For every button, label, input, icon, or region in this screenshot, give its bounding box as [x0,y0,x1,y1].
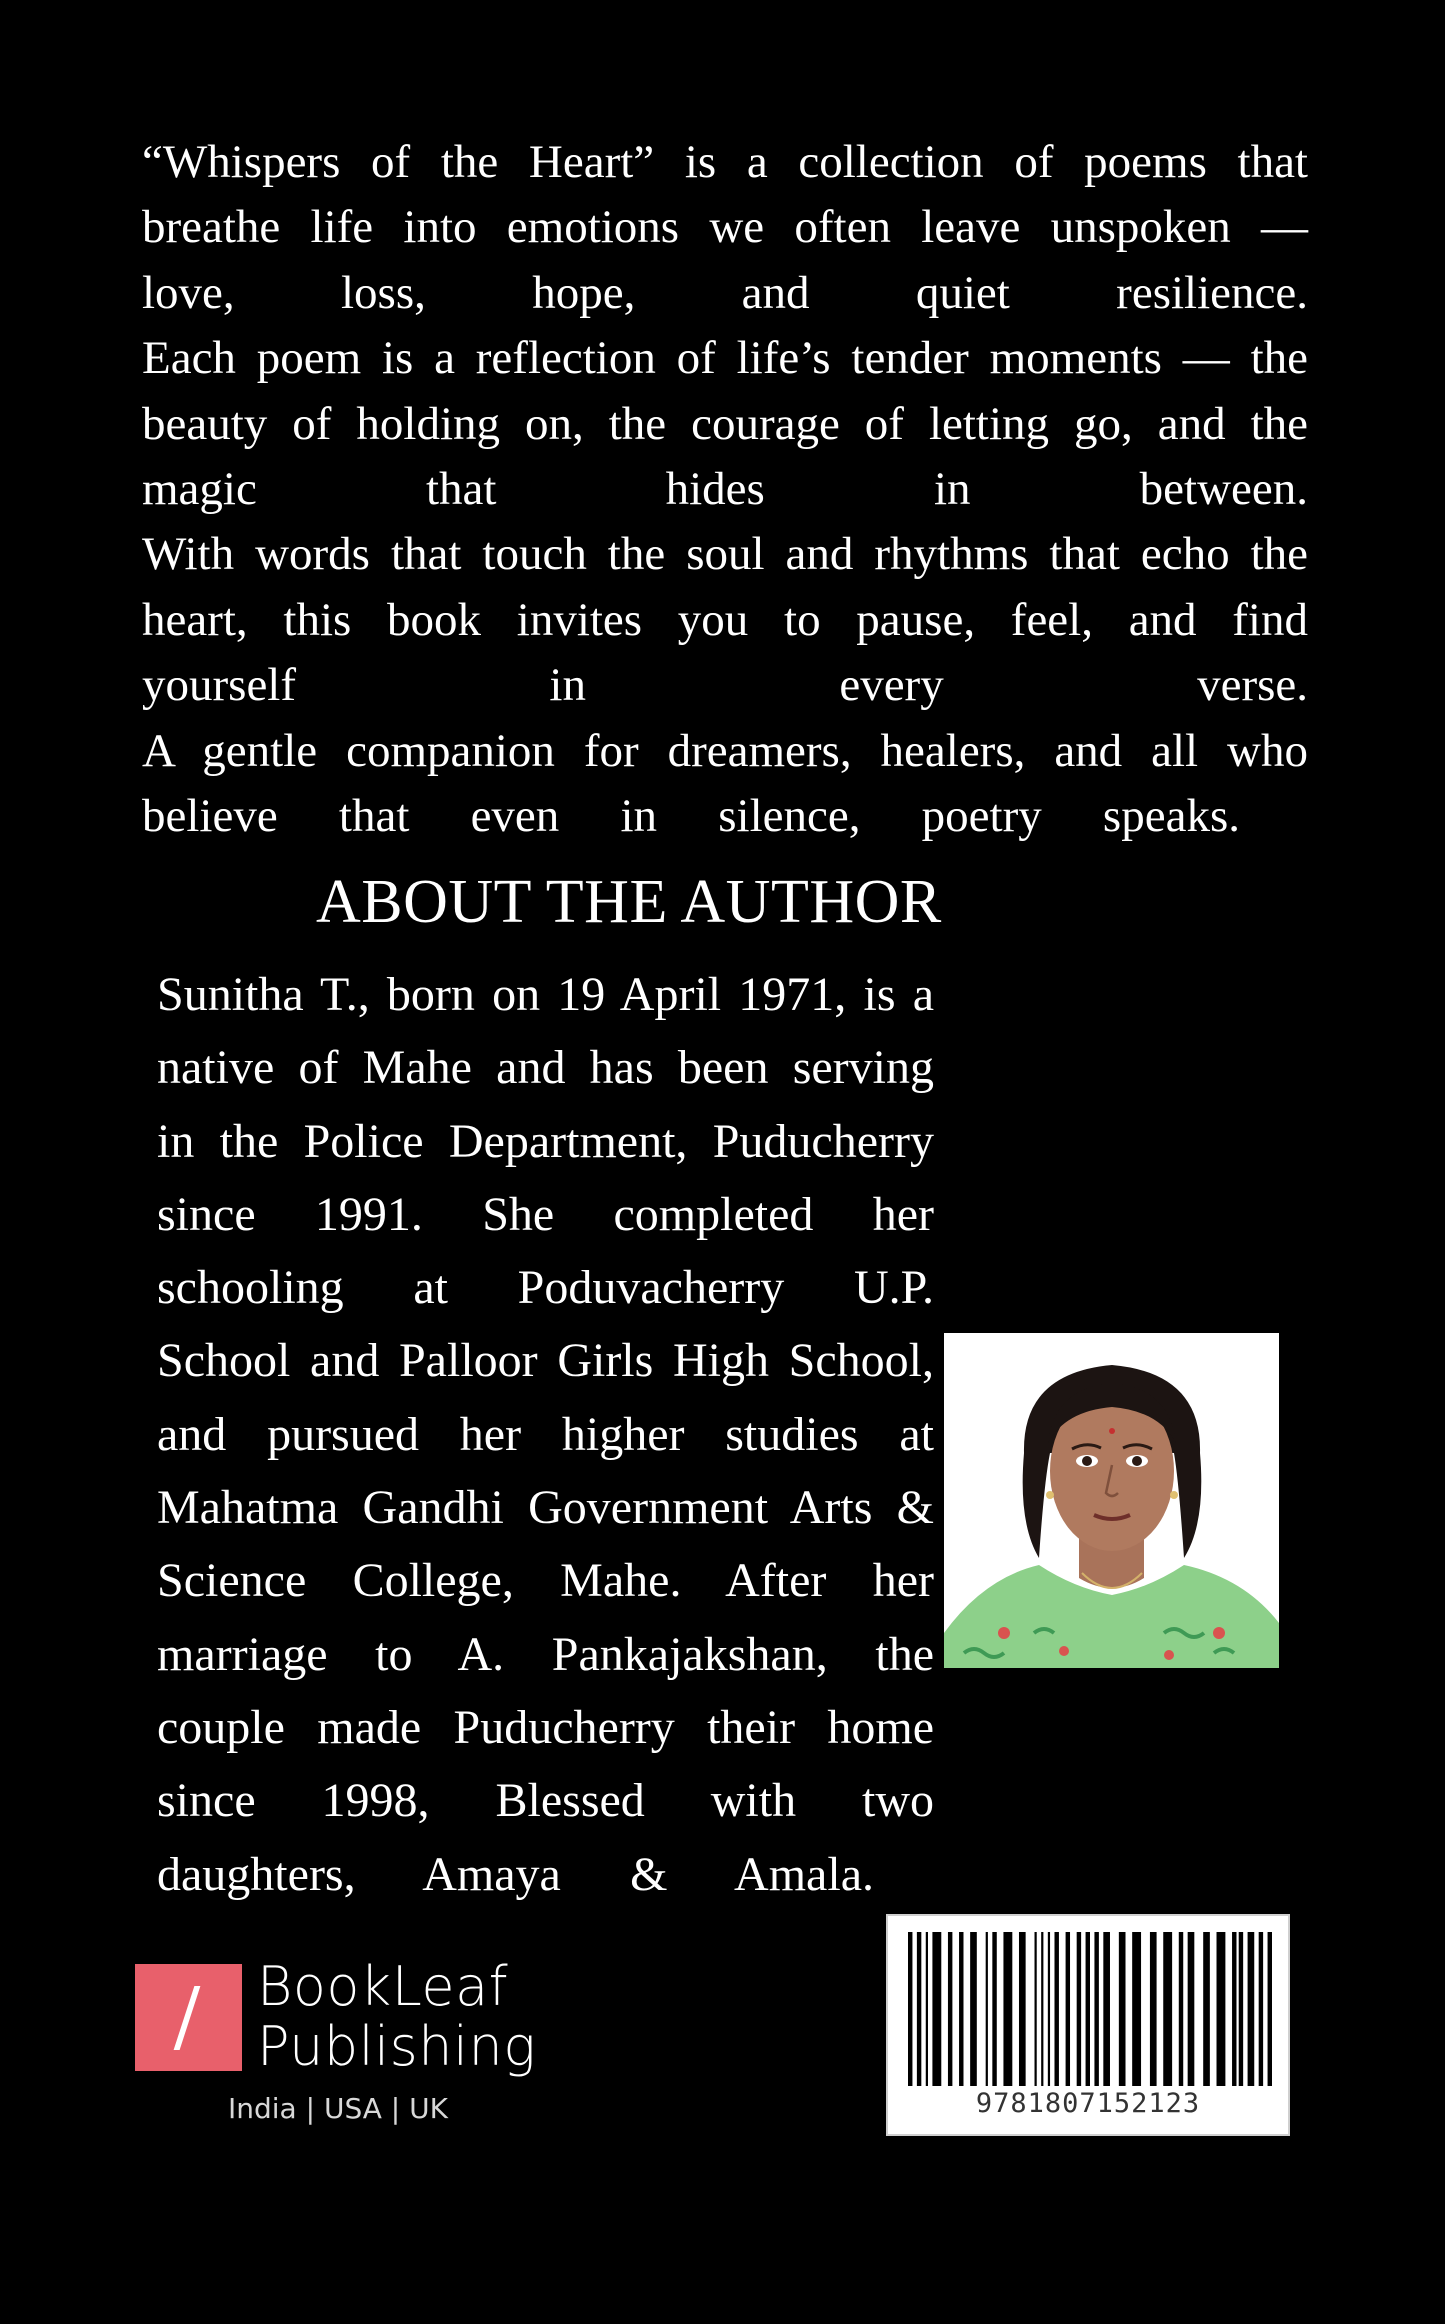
blurb-line: believe that even in silence, poetry speaks. [142,790,1240,843]
barcode-bar [1119,1932,1126,2086]
bio-line: since 1991. She completed her [157,1187,934,1241]
bio-line: School and Palloor Girls High School, [157,1334,934,1388]
barcode-bar [1259,1932,1263,2086]
barcode-bar [1066,1932,1070,2086]
barcode-bar [970,1932,977,2086]
publisher-name [257,1957,536,2077]
blurb-line: Each poem is a reflection of life’s tender moments — the [142,332,1308,385]
barcode-bar [1054,1932,1058,2086]
blurb-line: beauty of holding on, the courage of letting go, and the [142,397,1308,450]
barcode-bar [1086,1932,1090,2086]
about-author-heading: ABOUT THE AUTHOR [316,868,942,936]
barcode-bar [908,1932,912,2086]
bookleaf-logo-icon [135,1964,242,2071]
barcode-bar [1132,1932,1141,2086]
logo-slash-mark [174,1986,201,2050]
barcode-bar [1232,1932,1236,2086]
barcode-bar [948,1932,952,2086]
barcode-bar [1094,1932,1098,2086]
barcode-bar [1003,1932,1012,2086]
bio-line: marriage to A. Pankajakshan, the [157,1627,934,1681]
barcode-bars [908,1932,1272,2086]
bio-line: native of Mahe and has been serving [157,1041,934,1095]
publisher-name-line2: Publishing [257,2015,537,2078]
author-photo [944,1333,1279,1668]
isbn-barcode [886,1914,1290,2136]
barcode-bar [917,1932,921,2086]
blurb-line: “Whispers of the Heart” is a collection of poems that [142,136,1308,188]
barcode-bar [1103,1932,1110,2086]
barcode-bar [1019,1932,1026,2086]
barcode-bar [1077,1932,1081,2086]
barcode-bar [1150,1932,1157,2086]
barcode-bar [1188,1932,1195,2086]
bio-line: in the Police Department, Puducherry [157,1114,934,1168]
barcode-bar [959,1932,963,2086]
isbn-number: 9781807152123 [975,2088,1201,2119]
barcode-bar [1203,1932,1210,2086]
barcode-bar [992,1932,996,2086]
bio-line: couple made Puducherry their home [157,1700,934,1754]
publisher-regions: India | USA | UK [228,2092,448,2125]
blurb-line: A gentle companion for dreamers, healers, and all who [142,724,1308,777]
barcode-bar [1268,1932,1272,2086]
publisher-name-line1: BookLeaf [257,1955,509,2018]
barcode-bar [1179,1932,1183,2086]
bio-line: and pursued her higher studies at [157,1407,934,1461]
blurb-line: heart, this book invites you to pause, feel, and find [142,593,1308,646]
bio-line: Sunitha T., born on 19 April 1971, is a [157,968,934,1021]
author-bio [157,958,934,1911]
blurb-line: breathe life into emotions we often leave unspoken — [142,201,1308,254]
bio-line: since 1998, Blessed with two [157,1774,934,1828]
bio-line: Science College, Mahe. After her [157,1554,934,1608]
barcode-bar [1239,1932,1243,2086]
bio-line: schooling at Poduvacherry U.P. [157,1261,934,1315]
bio-line: daughters, Amaya & Amala. [157,1847,874,1901]
barcode-bar [1035,1932,1037,2086]
blurb-line: love, loss, hope, and quiet resilience. [142,266,1308,319]
blurb-line: yourself in every verse. [142,659,1308,712]
barcode-bar [1248,1932,1255,2086]
back-cover-blurb [142,130,1308,849]
barcode-bar [1041,1932,1043,2086]
author-portrait-illustration [944,1333,1279,1668]
barcode-bar [986,1932,988,2086]
barcode-bar [1048,1932,1050,2086]
bio-line: Mahatma Gandhi Government Arts & [157,1481,934,1535]
blurb-line: magic that hides in between. [142,463,1308,516]
blurb-line: With words that touch the soul and rhythms that echo the [142,528,1308,581]
barcode-bar [1163,1932,1172,2086]
barcode-bar [926,1932,928,2086]
barcode-bar [932,1932,941,2086]
barcode-bar [1217,1932,1226,2086]
